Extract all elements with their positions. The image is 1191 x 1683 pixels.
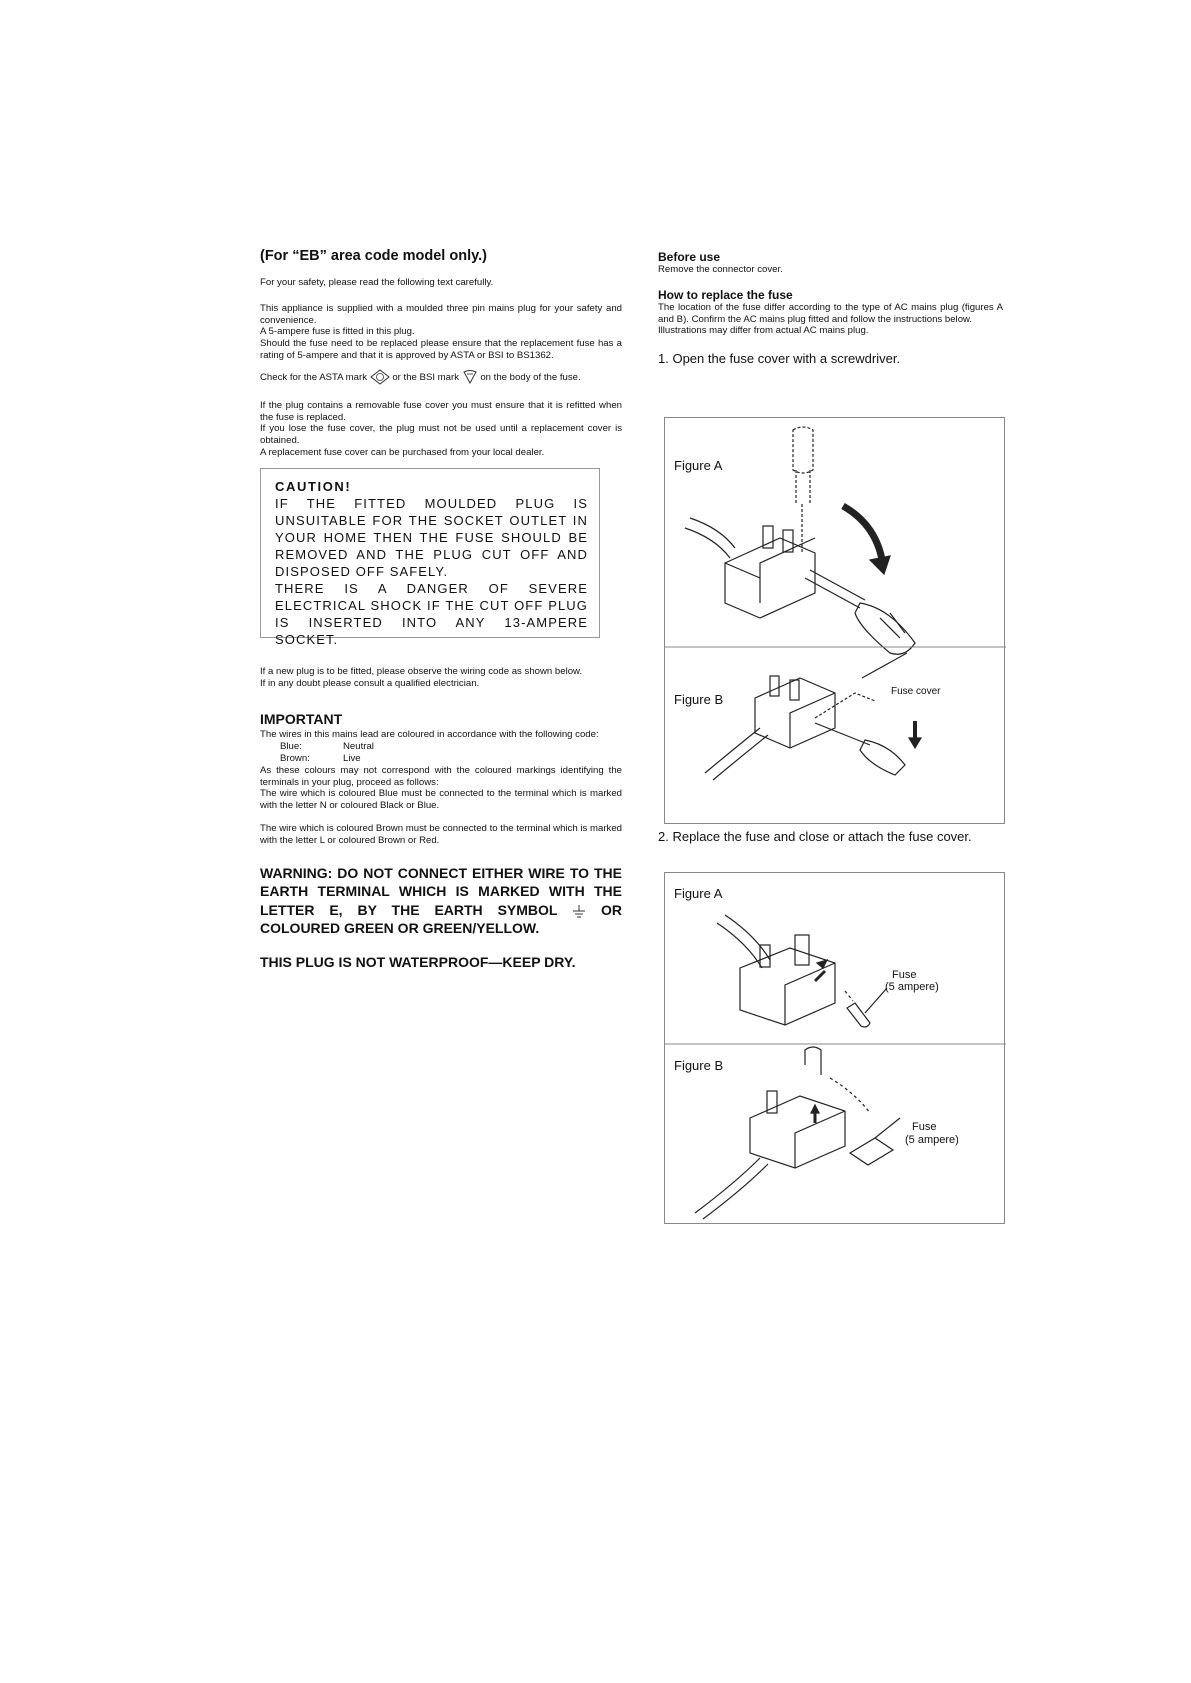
fuse-label: Fuse [892, 969, 917, 981]
plug-fuse-illustration [665, 873, 1006, 1225]
text-span: Check for the ASTA mark [260, 371, 367, 383]
wire-color: Brown: [280, 752, 310, 764]
important-heading: IMPORTANT [260, 711, 343, 728]
caution-line: DISPOSED OFF SAFELY. [275, 563, 449, 579]
figure-a-label: Figure A [674, 886, 723, 901]
section-title: (For “EB” area code model only.) [260, 248, 487, 264]
warning-part: WARNING: DO NOT CONNECT EITHER WIRE TO THE EARTH TERMINAL WHICH IS MARKED WITH THE LETTER E, BY THE EARTH SYMBOL [260, 864, 622, 918]
figure-b-label: Figure B [674, 692, 724, 707]
caution-line: SOCKET. [275, 631, 339, 647]
paragraph: A 5-ampere fuse is fitted in this plug. [260, 326, 415, 338]
warning-text [260, 864, 622, 938]
paragraph: If you lose the fuse cover, the plug must not be used until a replacement cover is obtained. [260, 423, 622, 447]
intro-text: For your safety, please read the following text carefully. [260, 277, 494, 288]
fuse-cover-label: Fuse cover [891, 686, 941, 697]
caution-line: REMOVED AND THE PLUG CUT OFF AND [275, 546, 588, 562]
text-span: on the body of the fuse. [480, 371, 581, 383]
right-column [658, 250, 1003, 374]
caution-line: IF THE FITTED MOULDED PLUG IS [275, 495, 588, 511]
caution-line: THERE IS A DANGER OF SEVERE [275, 580, 588, 596]
wire-function: Live [343, 752, 361, 764]
fuse-mark-paragraph [260, 369, 622, 386]
caution-line: UNSUITABLE FOR THE SOCKET OUTLET IN [275, 512, 588, 528]
caution-line: YOUR HOME THEN THE FUSE SHOULD BE [275, 529, 588, 545]
left-column [260, 248, 622, 970]
caution-line: ELECTRICAL SHOCK IF THE CUT OFF PLUG [275, 597, 588, 613]
figure-open-cover [664, 417, 1005, 824]
paragraph: This appliance is supplied with a moulded three pin mains plug for your safety and convenience. [260, 302, 622, 326]
asta-mark-icon [370, 369, 390, 385]
step-2-wrap [658, 829, 1003, 844]
paragraph: A replacement fuse cover can be purchased from your local dealer. [260, 446, 545, 458]
bsi-kitemark-icon [462, 369, 478, 385]
figure-replace-fuse [664, 872, 1005, 1224]
paragraph: Illustrations may differ from actual AC mains plug. [658, 325, 869, 337]
fuse-label: Fuse [912, 1121, 937, 1133]
before-use-heading: Before use [658, 250, 721, 264]
wire-code-brown [260, 753, 622, 765]
step-2: 2. Replace the fuse and close or attach the fuse cover. [658, 829, 972, 844]
wire-color: Blue: [280, 741, 302, 753]
step-1: 1. Open the fuse cover with a screwdriver. [658, 351, 901, 367]
paragraph: Remove the connector cover. [658, 264, 783, 275]
wire-code-blue [260, 741, 622, 753]
caution-box [260, 468, 600, 647]
caution-title: CAUTION! [275, 478, 352, 494]
paragraph: If in any doubt please consult a qualified electrician. [260, 677, 480, 689]
paragraph: If the plug contains a removable fuse cover you must ensure that it is refitted when the fuse is replaced. [260, 399, 622, 423]
wire-function: Neutral [343, 741, 374, 753]
fuse-rating-label: (5 ampere) [885, 981, 939, 993]
paragraph: The wire which is coloured Blue must be connected to the terminal which is marked with the letter N or coloured Black or Blue. [260, 788, 622, 812]
figure-a-label: Figure A [674, 458, 723, 473]
warning-part: OR COLOURED GREEN OR GREEN/YELLOW. [260, 901, 623, 937]
paragraph: As these colours may not correspond with the coloured markings identifying the terminals in your plug, proceed as follows: [260, 764, 622, 788]
waterproof-warning: THIS PLUG IS NOT WATERPROOF—KEEP DRY. [260, 953, 576, 970]
caution-line: IS INSERTED INTO ANY 13-AMPERE [275, 614, 588, 630]
how-to-heading: How to replace the fuse [658, 287, 793, 302]
paragraph: The wires in this mains lead are coloured in accordance with the following code: [260, 729, 599, 741]
earth-symbol-icon [572, 904, 586, 918]
figure-b-label: Figure B [674, 1058, 724, 1073]
text-span: or the BSI mark [392, 371, 459, 383]
fuse-rating-label: (5 ampere) [905, 1134, 959, 1146]
plug-screwdriver-illustration [665, 418, 1006, 825]
paragraph: The wire which is coloured Brown must be connected to the terminal which is marked with the letter L or coloured Brown or Red. [260, 822, 622, 846]
paragraph: Should the fuse need to be replaced please ensure that the replacement fuse has a rating of 5-ampere and that it is approved by ASTA or BSI to BS1362. [260, 338, 622, 361]
paragraph: The location of the fuse differ according to the type of AC mains plug (figures A and B). Confirm the AC mains plug fitted and follow the instructions below. [658, 301, 1003, 325]
paragraph: If a new plug is to be fitted, please observe the wiring code as shown below. [260, 665, 583, 677]
